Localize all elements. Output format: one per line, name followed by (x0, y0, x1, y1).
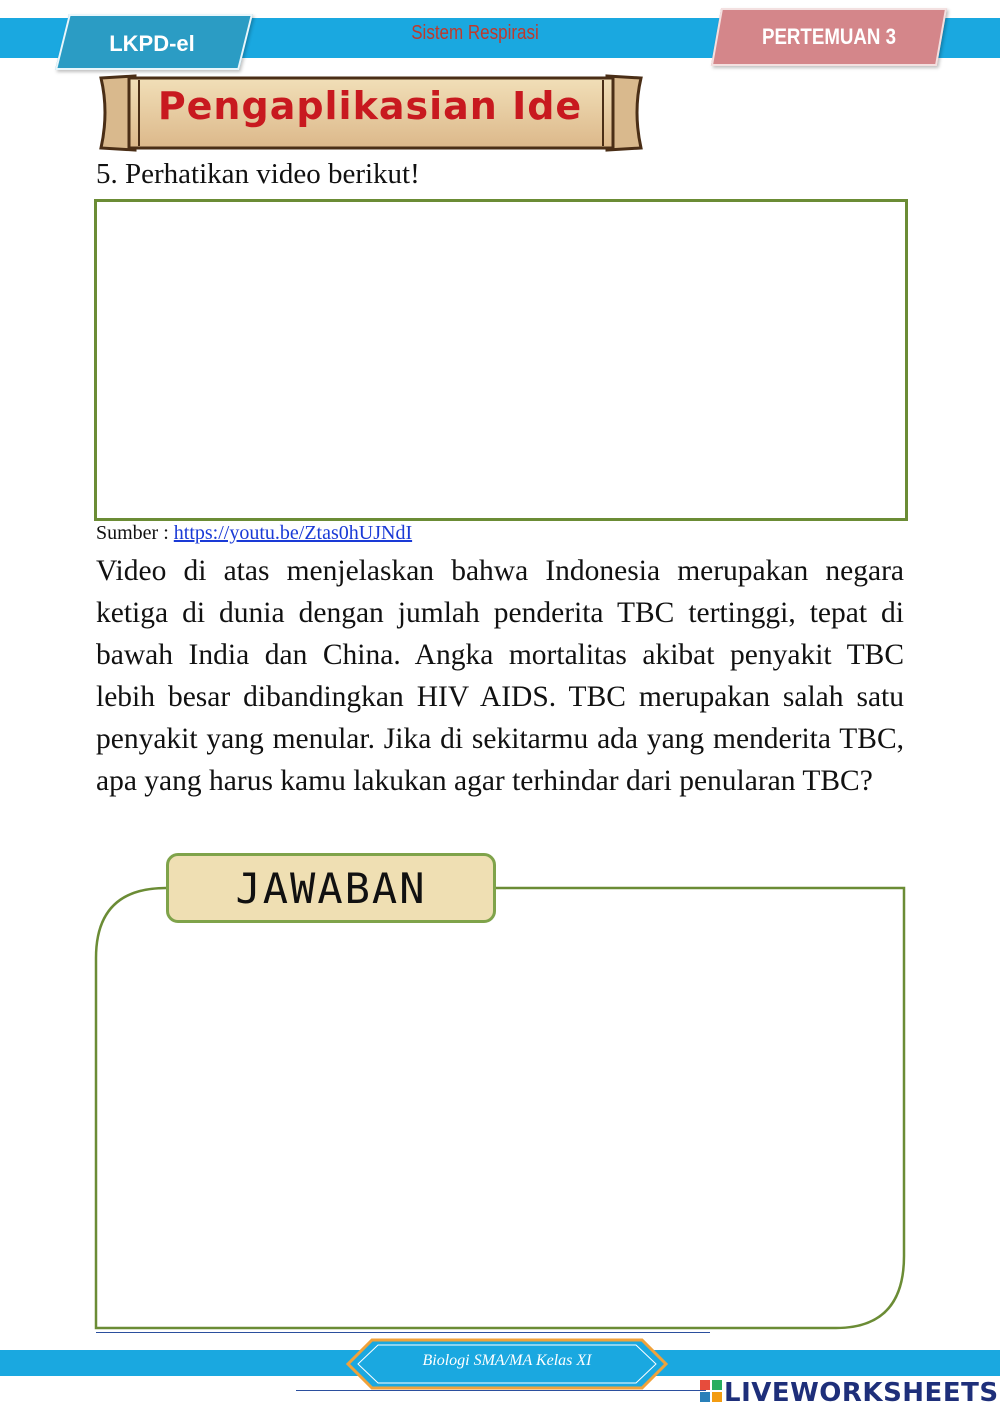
answer-label: JAWABAN (235, 864, 427, 913)
liveworksheets-brand: LIVEWORKSHEETS (724, 1378, 999, 1408)
question-paragraph: Video di atas menjelaskan bahwa Indonesia merupakan negara ketiga di dunia dengan jumlah penderita TBC tertinggi, tepat di bawah India dan China. Angka mortalitas akibat penyakit TBC lebih besar dibandingkan HIV AIDS. TBC merupakan salah satu penyakit yang menular. Jika di sekitarmu ada yang menderita TBC, apa yang harus kamu lakukan agar terhindar dari penularan TBC? (96, 555, 904, 797)
answer-input-frame[interactable] (94, 886, 906, 1330)
source-link[interactable]: https://youtu.be/Ztas0hUJNdI (173, 522, 413, 544)
lkpd-tab-label: LKPD-el (109, 31, 195, 56)
source-prefix: Sumber : (96, 522, 169, 544)
meeting-tab-label: PERTEMUAN 3 (761, 24, 897, 49)
topic-title: Sistem Respirasi (411, 22, 539, 44)
footer-subject: Biologi SMA/MA Kelas XI (422, 1352, 592, 1369)
question-instruction: 5. Perhatikan video berikut! (96, 158, 420, 190)
footer-rule (96, 1332, 710, 1333)
footer-rule-bottom (296, 1390, 706, 1391)
liveworksheets-logo-icon (700, 1380, 722, 1402)
video-embed-frame[interactable] (94, 199, 908, 521)
section-title: Pengaplikasian Ide (157, 84, 583, 128)
video-source (96, 522, 412, 545)
